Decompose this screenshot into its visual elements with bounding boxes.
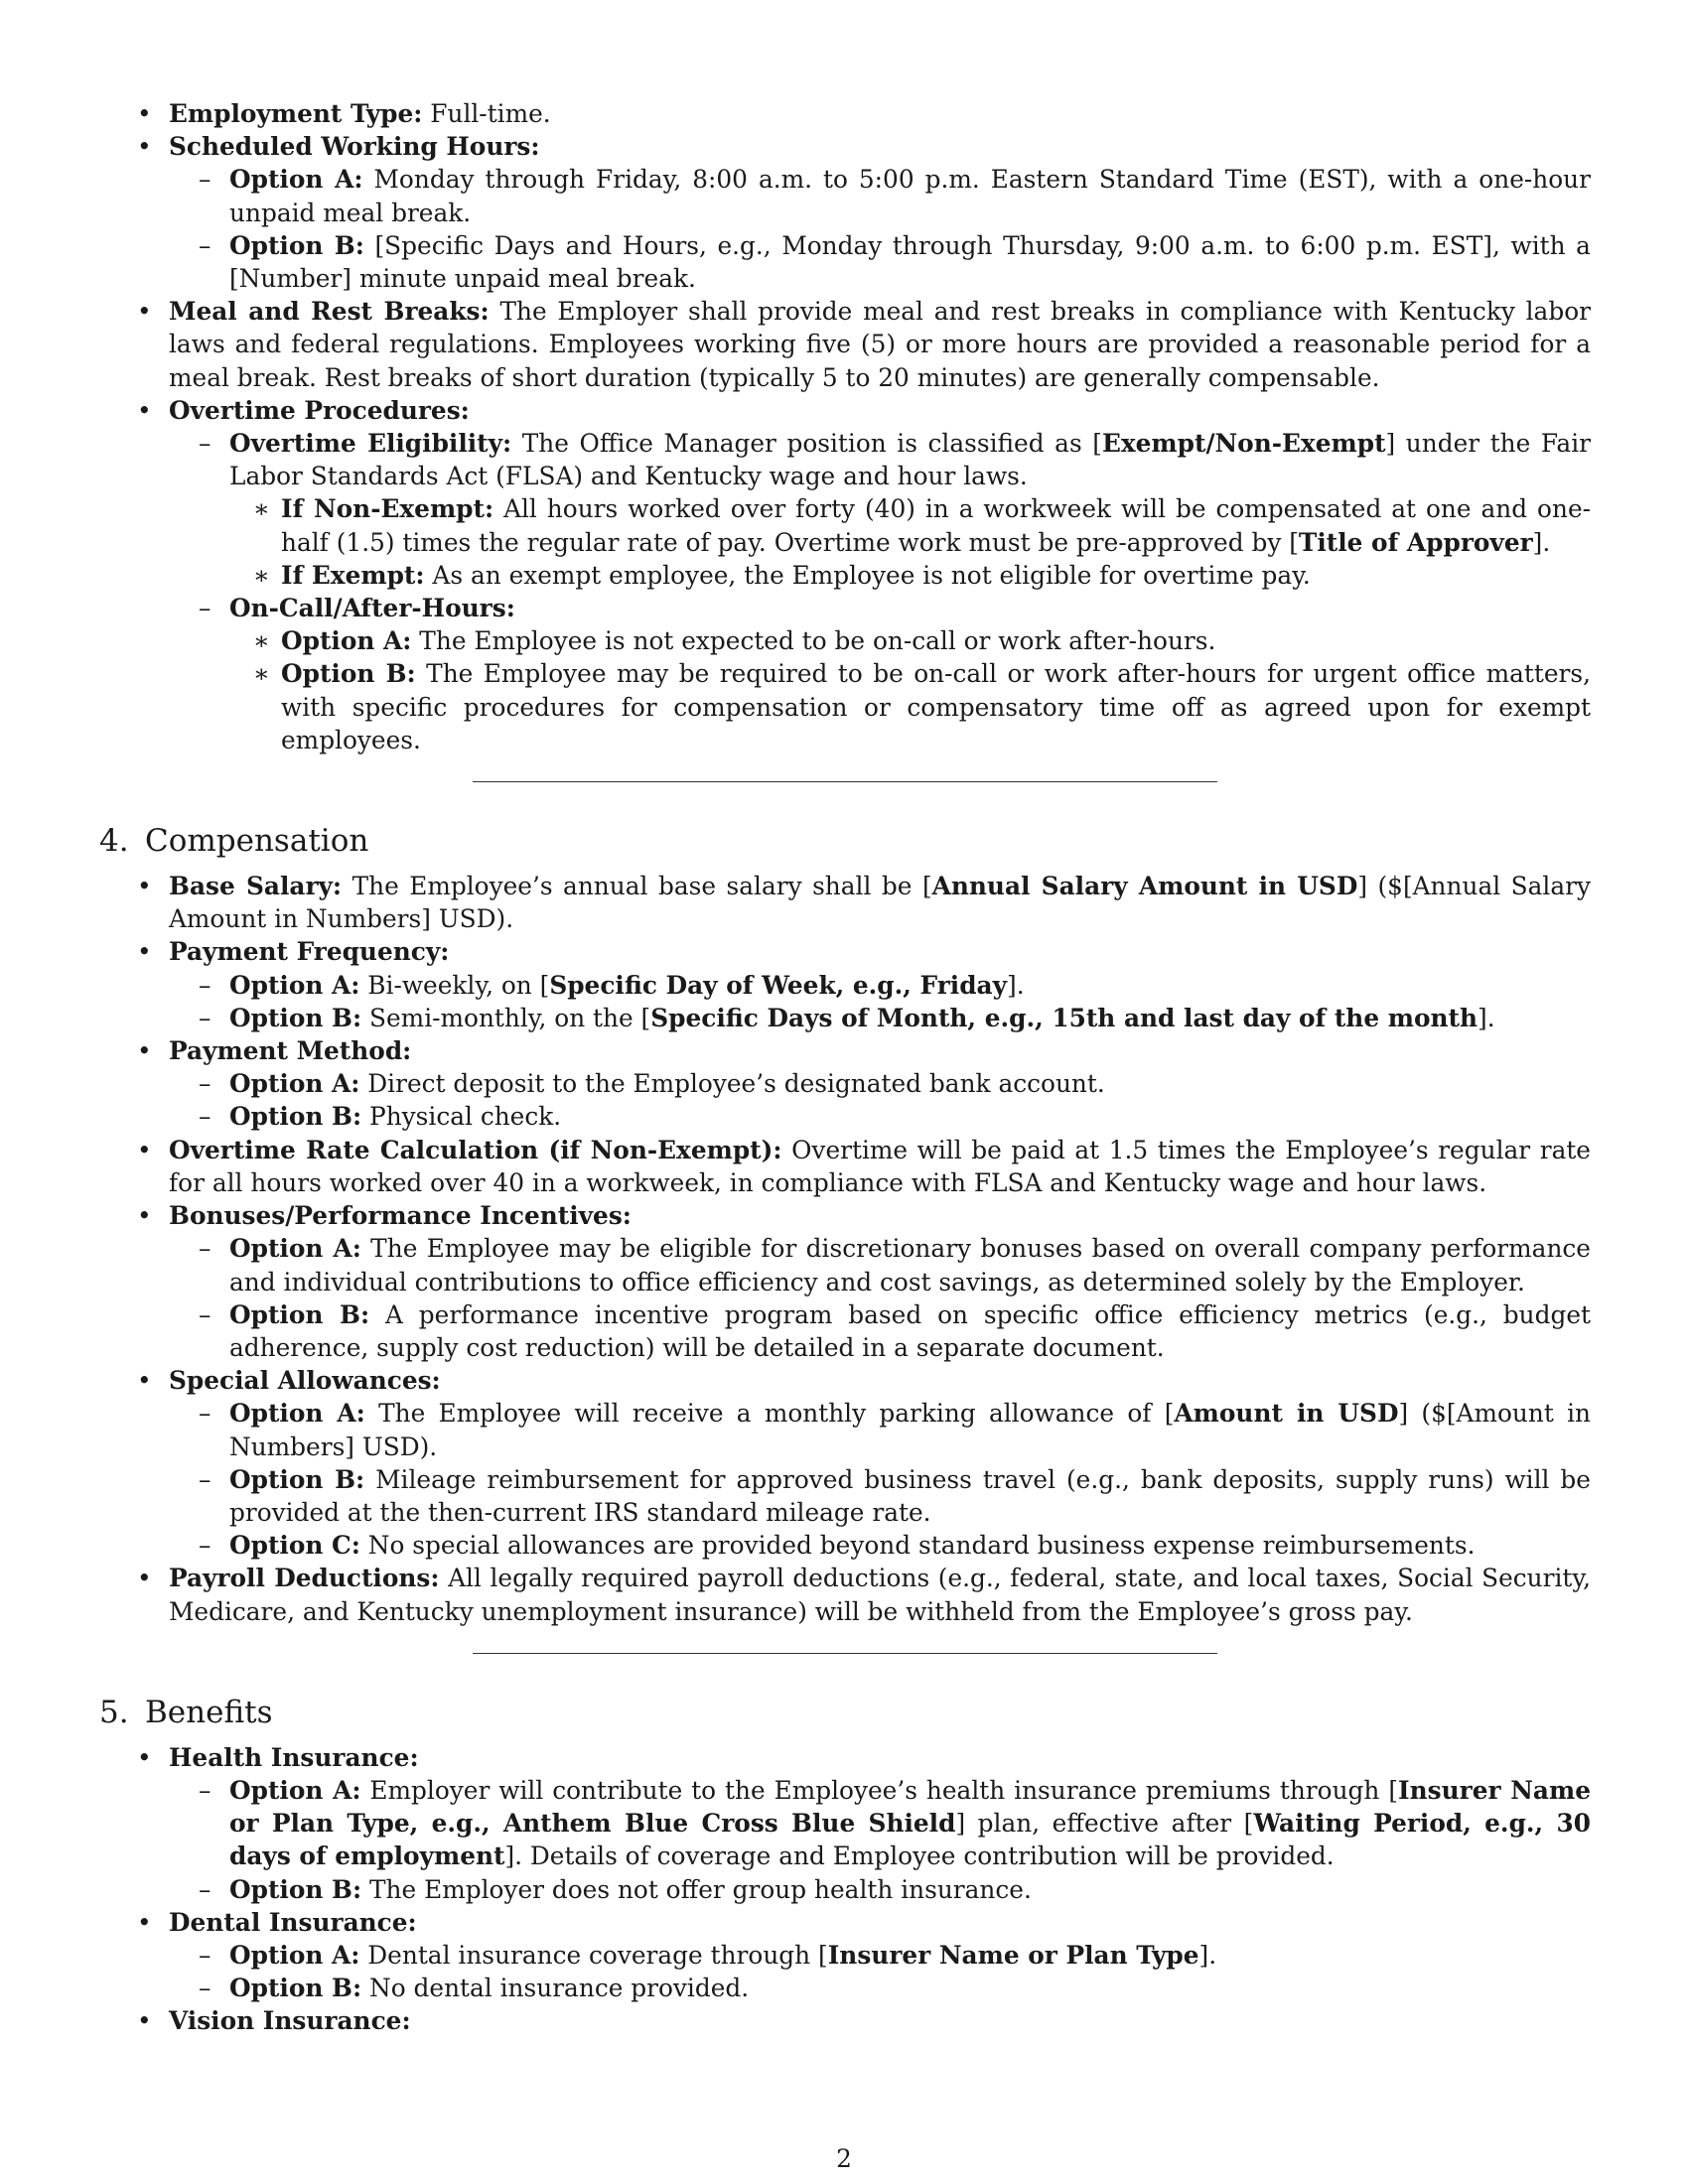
sub-list — [169, 969, 1591, 1034]
sub-list — [169, 1939, 1591, 2004]
list-item: ∗ If Exempt: As an exempt employee, the Employee is not eligible for overtime pay. — [229, 559, 1591, 592]
list-item: • Health Insurance: – Option A: Employer will contribute to the Employee’s health insurance premiums through [Insurer Name or Plan Type, e.g., Anthem Blue Cross Blue Shield] plan, effective after [Waiting Period, e.g., 30 days of employment]. Details of coverage and Employee contribution will be provided. – Option B: The Employer does not offer group health insurance. — [99, 1741, 1591, 1906]
sub-list — [169, 1067, 1591, 1133]
sub-list — [169, 1774, 1591, 1906]
list-item: – Option A: Dental insurance coverage through [Insurer Name or Plan Type]. — [169, 1939, 1591, 1972]
list-item: • Payroll Deductions: All legally required payroll deductions (e.g., federal, state, and local taxes, Social Security, Medicare, and Kentucky unemployment insurance) will be withheld from the Employee’s gross pay. — [99, 1562, 1591, 1627]
list-item: • Dental Insurance: – Option A: Dental insurance coverage through [Insurer Name or Plan Type]. – Option B: No dental insurance provided. — [99, 1906, 1591, 2005]
list-item: – Option B: Physical check. — [169, 1100, 1591, 1133]
list-item: • Vision Insurance: — [99, 2004, 1591, 2037]
list-item: – Option A: Monday through Friday, 8:00 a.m. to 5:00 p.m. Eastern Standard Time (EST), with a one-hour unpaid meal break. — [169, 163, 1591, 228]
list-item: – Option B: The Employer does not offer group health insurance. — [169, 1873, 1591, 1906]
list-item: – Option C: No special allowances are provided beyond standard business expense reimbursements. — [169, 1529, 1591, 1562]
list-item: • Payment Method: – Option A: Direct deposit to the Employee’s designated bank account. – Option B: Physical check. — [99, 1034, 1591, 1134]
list-item: • Bonuses/Performance Incentives: – Option A: The Employee may be eligible for discretionary bonuses based on overall company performance and individual contributions to office efficiency and cost savings, as determined solely by the Employer. – Option B: A performance incentive program based on specific office efficiency metrics (e.g., budget adherence, supply cost reduction) will be detailed in a separate document. — [99, 1199, 1591, 1364]
list-item: ∗ Option A: The Employee is not expected to be on-call or work after-hours. — [229, 624, 1591, 657]
compensation-list — [99, 870, 1591, 1628]
list-item: – Option A: Bi-weekly, on [Specific Day of Week, e.g., Friday]. — [169, 969, 1591, 1002]
list-item: • Special Allowances: – Option A: The Employee will receive a monthly parking allowance of [Amount in USD] ($[Amount in Numbers] USD). – Option B: Mileage reimbursement for approved business travel (e.g., bank deposits, supply runs) will be provided at the then-current IRS standard mileage rate. – Option C: No special allowances are provided beyond standard business expense reimbursements. — [99, 1364, 1591, 1562]
list-item: – Option B: Semi-monthly, on the [Specific Days of Month, e.g., 15th and last day of the month]. — [169, 1002, 1591, 1034]
document-page — [99, 97, 1591, 2038]
sub-sub-list — [229, 492, 1591, 592]
sub-list — [169, 1397, 1591, 1562]
list-item: – Option A: The Employee may be eligible for discretionary bonuses based on overall company performance and individual contributions to office efficiency and cost savings, as determined solely by the Employer. — [169, 1232, 1591, 1297]
list-item: – Overtime Eligibility: The Office Manager position is classified as [Exempt/Non-Exempt] under the Fair Labor Standards Act (FLSA) and Kentucky wage and hour laws. ∗ If Non-Exempt: All hours worked over forty (40) in a workweek will be compensated at one and one-half (1.5) times the regular rate of pay. Overtime work must be pre-approved by [Title of Approver]. ∗ If Exempt: As an exempt employee, the Employee is not eligible for overtime pay. — [169, 427, 1591, 592]
list-item: – Option A: The Employee will receive a monthly parking allowance of [Amount in USD] ($[Amount in Numbers] USD). — [169, 1397, 1591, 1462]
section-3-list — [99, 97, 1591, 756]
list-item — [99, 394, 1591, 756]
list-item: – Option A: Direct deposit to the Employee’s designated bank account. — [169, 1067, 1591, 1100]
sub-sub-list — [229, 624, 1591, 756]
list-item: – On-Call/After-Hours: ∗ Option A: The Employee is not expected to be on-call or work after-hours. ∗ Option B: The Employee may be required to be on-call or work after-hours for urgent office matters, with specific procedures for compensation or compensatory time off as agreed upon for exempt employees. — [169, 592, 1591, 756]
list-item: • Overtime Rate Calculation (if Non-Exempt): Overtime will be paid at 1.5 times the Employee’s regular rate for all hours worked over 40 in a workweek, in compliance with FLSA and Kentucky wage and hour laws. — [99, 1134, 1591, 1199]
list-item: – Option A: Employer will contribute to the Employee’s health insurance premiums through [Insurer Name or Plan Type, e.g., Anthem Blue Cross Blue Shield] plan, effective after [Waiting Period, e.g., 30 days of employment]. Details of coverage and Employee contribution will be provided. — [169, 1774, 1591, 1873]
sub-list — [169, 1232, 1591, 1364]
list-item: • Employment Type: Full-time. — [99, 97, 1591, 130]
list-item: • Payment Frequency: – Option A: Bi-weekly, on [Specific Day of Week, e.g., Friday]. – Option B: Semi-monthly, on the [Specific Days of Month, e.g., 15th and last day of the month]. — [99, 935, 1591, 1034]
section-divider — [473, 1653, 1217, 1654]
sub-list — [169, 163, 1591, 295]
sub-list — [169, 427, 1591, 756]
item-label: Scheduled Working Hours: — [169, 132, 540, 162]
list-item: – Option B: [Specific Days and Hours, e.g., Monday through Thursday, 9:00 a.m. to 6:00 p.m. EST], with a [Number] minute unpaid meal break. — [169, 229, 1591, 295]
item-label: Overtime Procedures: — [169, 395, 470, 425]
section-heading-compensation: 4. Compensation — [99, 823, 369, 860]
list-item — [99, 130, 1591, 295]
list-item: • Base Salary: The Employee’s annual base salary shall be [Annual Salary Amount in USD] ($[Annual Salary Amount in Numbers] USD). — [99, 870, 1591, 935]
section-heading-benefits: 5. Benefits — [99, 1694, 273, 1730]
list-item: – Option B: No dental insurance provided. — [169, 1972, 1591, 2004]
list-item: • Meal and Rest Breaks: The Employer shall provide meal and rest breaks in compliance with Kentucky labor laws and federal regulations. Employees working five (5) or more hours are provided a reasonable period for a meal break. Rest breaks of short duration (typically 5 to 20 minutes) are generally compensable. — [99, 295, 1591, 394]
item-label: Employment Type: — [169, 99, 423, 128]
section-divider — [473, 781, 1217, 782]
page-number: 2 — [836, 2144, 852, 2173]
list-item: ∗ Option B: The Employee may be required to be on-call or work after-hours for urgent office matters, with specific procedures for compensation or compensatory time off as agreed upon for exempt employees. — [229, 657, 1591, 756]
list-item: ∗ If Non-Exempt: All hours worked over forty (40) in a workweek will be compensated at one and one-half (1.5) times the regular rate of pay. Overtime work must be pre-approved by [Title of Approver]. — [229, 492, 1591, 558]
list-item: – Option B: Mileage reimbursement for approved business travel (e.g., bank deposits, supply runs) will be provided at the then-current IRS standard mileage rate. — [169, 1463, 1591, 1529]
item-label: Meal and Rest Breaks: — [169, 297, 490, 327]
list-item: – Option B: A performance incentive program based on specific office efficiency metrics (e.g., budget adherence, supply cost reduction) will be detailed in a separate document. — [169, 1298, 1591, 1364]
benefits-list — [99, 1741, 1591, 2038]
